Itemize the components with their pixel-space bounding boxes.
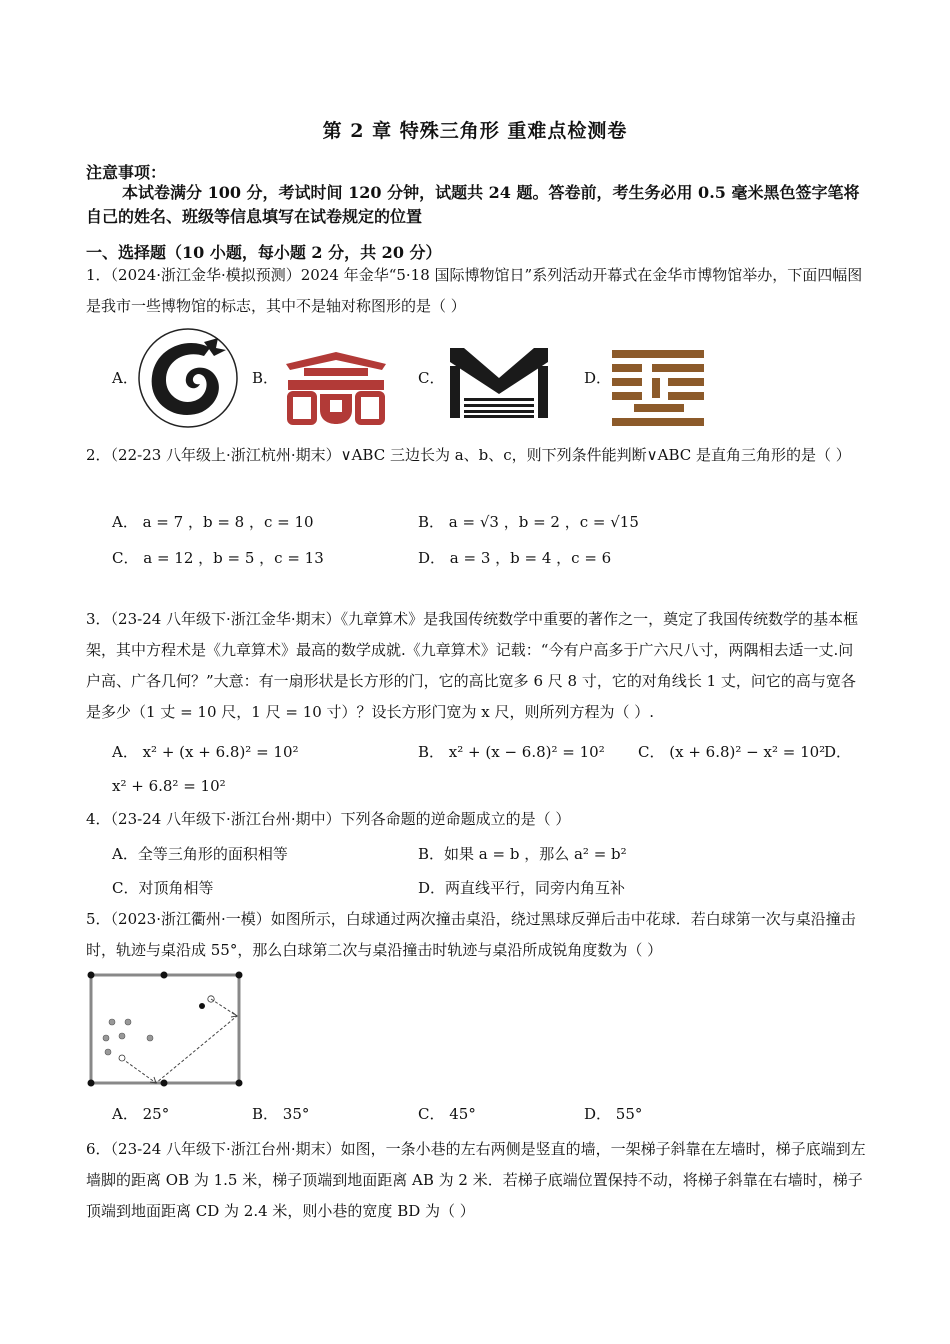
question-4: 4．（23-24 八年级下·浙江台州·期中）下列各命题的逆命题成立的是（ ） [86,810,571,828]
q3-option-a: A． x² + (x + 6.8)² = 10² [112,743,299,761]
q2-option-a: A． a = 7 ，b = 8 ，c = 10 [112,513,314,531]
notice-heading: 注意事项： [86,163,167,182]
q4-option-a: A．全等三角形的面积相等 [112,845,288,863]
q5-option-c: C． 45° [418,1105,476,1123]
q1-option-a-label: A． [112,369,138,387]
museum-logo-b-building-icon [282,350,390,426]
page-title: 第 2 章 特殊三角形 重难点检测卷 [322,120,628,142]
q4-option-c: C．对顶角相等 [112,879,214,897]
q2-option-d: D． a = 3 ，b = 4 ，c = 6 [418,549,612,567]
billiard-table-figure [84,966,244,1090]
q5-option-b: B． 35° [252,1105,310,1123]
q1-option-b-label: B． [252,369,279,387]
question-5: 5．（2023·浙江衢州·一模）如图所示，白球通过两次撞击桌沿，绕过黑球反弹后击中花球．若白球第一次与桌沿撞击时，轨迹与桌沿成 55°，那么白球第二次与桌沿撞击时轨迹与桌沿所成锐角度数为（ ） [86,910,856,959]
question-2: 2．（22-23 八年级上·浙江杭州·期末）∨ABC 三边长为 a、b、c，则下列条件能判断∨ABC 是直角三角形的是（ ） [86,446,851,464]
q5-option-d: D． 55° [584,1105,643,1123]
museum-logo-a-swirl-icon [138,328,238,428]
q3-option-d: D． [824,743,852,761]
q5-option-a: A． 25° [112,1105,170,1123]
museum-logo-d-maze-icon [612,350,704,426]
q4-option-d: D．两直线平行，同旁内角互补 [418,879,626,897]
question-6: 6．（23-24 八年级下·浙江台州·期末）如图，一条小巷的左右两侧是竖直的墙，一架梯子斜靠在左墙时，梯子底端到左墙脚的距离 OB 为 1.5 米，梯子顶端到地面距离 AB 为 2 米．若梯子底端位置保持不动，将梯子斜靠在右墙时，梯子顶端到地面距离 CD 为 2.4 米，则小巷的宽度 BD 为（ ） [86,1140,866,1220]
question-1: 1．（2024·浙江金华·模拟预测）2024 年金华“5·18 国际博物馆日”系列活动开幕式在金华市博物馆举办，下面四幅图是我市一些博物馆的标志，其中不是轴对称图形的是（ ） [86,266,863,315]
museum-logo-c-m-stripes-icon [450,348,548,418]
question-3: 3．（23-24 八年级下·浙江金华·期末）《九章算术》是我国传统数学中重要的著作之一，奠定了我国传统数学的基本框架，其中方程术是《九章算术》最高的数学成就.《九章算术》记载：“今有户高多于广六尺八寸，两隅相去适一丈.问户高、广各几何？”大意：有一扇形状是长方形的门，它的高比宽多 6 尺 8 寸，它的对角线长 1 丈，问它的高与宽各是多少（1 丈 = 10 尺，1 尺 = 10 寸）？设长方形门宽为 x 尺，则所列方程为（ ）. [86,610,859,721]
section-heading: 一、选择题（10 小题，每小题 2 分，共 20 分） [86,243,442,262]
q1-option-c-label: C． [418,369,445,387]
q4-option-b: B．如果 a = b ，那么 a² = b² [418,845,627,863]
q3-option-d-formula: x² + 6.8² = 10² [112,777,226,795]
q2-option-b: B． a = √3 ，b = 2 ，c = √15 [418,513,639,531]
q3-option-b: B． x² + (x − 6.8)² = 10² [418,743,605,761]
q2-option-c: C． a = 12 ，b = 5 ，c = 13 [112,549,324,567]
notice-body: 本试卷满分 100 分，考试时间 120 分钟，试题共 24 题。答卷前，考生务必用 0.5 毫米黑色签字笔将自己的姓名、班级等信息填写在试卷规定的位置 [86,183,860,226]
q3-option-c: C． (x + 6.8)² − x² = 10² [638,743,826,761]
q1-option-d-label: D． [584,369,612,387]
black-ball [199,1003,205,1009]
